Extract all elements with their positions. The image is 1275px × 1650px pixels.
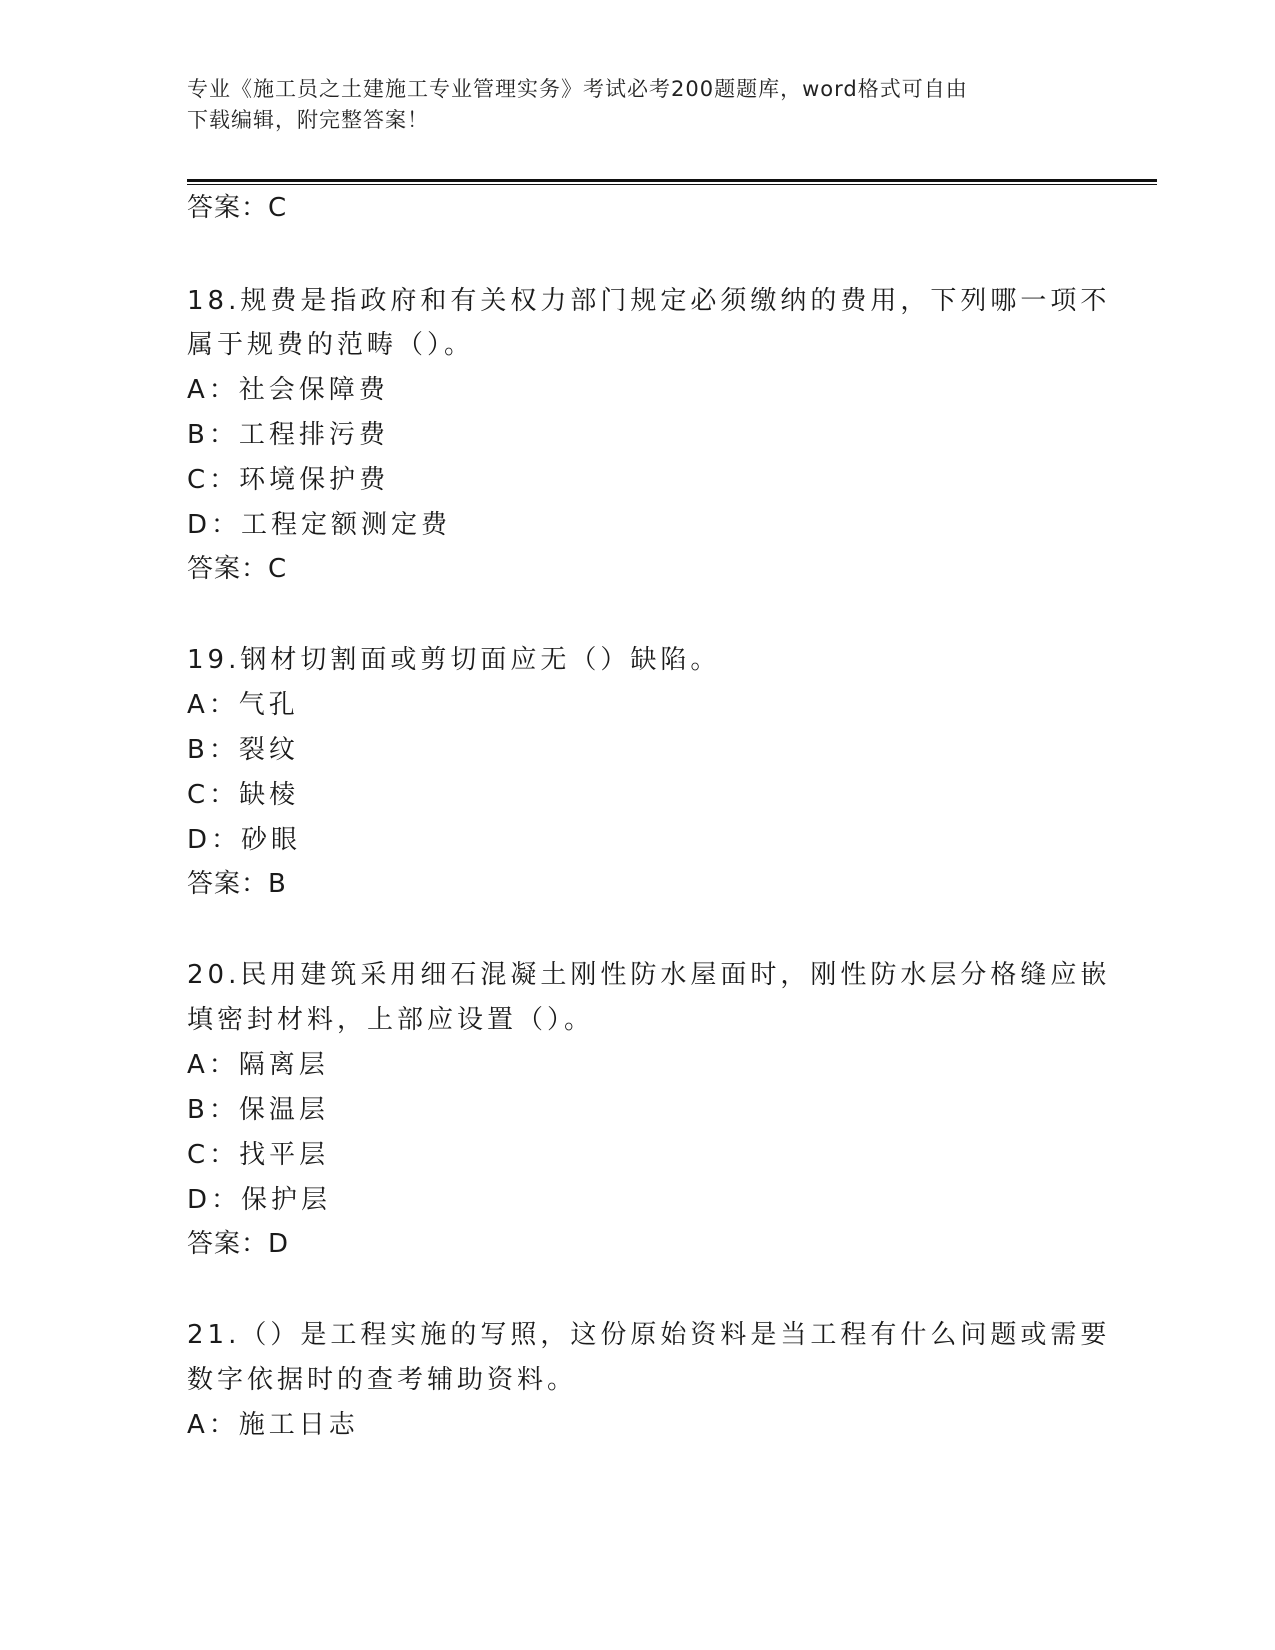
answer-value: C [268,554,287,584]
question-19-option-a: A：气孔 [187,690,299,720]
answer-value: B [268,869,286,899]
header-line-2: 下载编辑，附完整答案！ [187,108,429,132]
question-20-option-c: C：找平层 [187,1140,330,1170]
question-18-option-a: A：社会保障费 [187,375,389,405]
question-19-answer [187,869,286,899]
question-19-option-b: B：裂纹 [187,735,299,765]
question-21-option-a: A：施工日志 [187,1410,359,1440]
question-18-option-c: C：环境保护费 [187,465,390,495]
question-20-option-b: B：保温层 [187,1095,329,1125]
question-20-option-d: D：保护层 [187,1185,332,1215]
question-20-stem-line-1: 20.民用建筑采用细石混凝土刚性防水屋面时，刚性防水层分格缝应嵌 [187,960,1111,990]
question-18-stem-line-2: 属于规费的范畴（）。 [187,330,475,360]
question-20-stem-line-2: 填密封材料，上部应设置（）。 [187,1005,595,1035]
document-header [187,74,1067,136]
answer-line [187,193,286,223]
header-line-1: 专业《施工员之土建施工专业管理实务》考试必考200题题库，word格式可自由 [187,77,968,101]
question-18-answer [187,554,286,584]
question-20-option-a: A：隔离层 [187,1050,329,1080]
answer-label: 答案： [187,554,269,584]
answer-label: 答案： [187,1229,269,1259]
header-divider-thin [187,184,1157,185]
question-19-option-c: C：缺棱 [187,780,300,810]
question-18-stem-line-1: 18.规费是指政府和有关权力部门规定必须缴纳的费用，下列哪一项不 [187,286,1111,316]
question-18-option-d: D：工程定额测定费 [187,510,452,540]
question-21-stem-line-2: 数字依据时的查考辅助资料。 [187,1365,578,1395]
answer-label: 答案： [187,869,269,899]
question-19-option-d: D：砂眼 [187,825,302,855]
answer-value: C [268,193,287,223]
question-20-answer [187,1229,288,1259]
question-21-stem-line-1: 21.（）是工程实施的写照，这份原始资料是当工程有什么问题或需要 [187,1320,1111,1350]
header-divider-thick [187,179,1157,182]
answer-value: D [268,1229,289,1259]
question-19-stem-line-1: 19.钢材切割面或剪切面应无（）缺陷。 [187,645,721,675]
answer-label: 答案： [187,193,269,223]
question-18-option-b: B：工程排污费 [187,420,389,450]
